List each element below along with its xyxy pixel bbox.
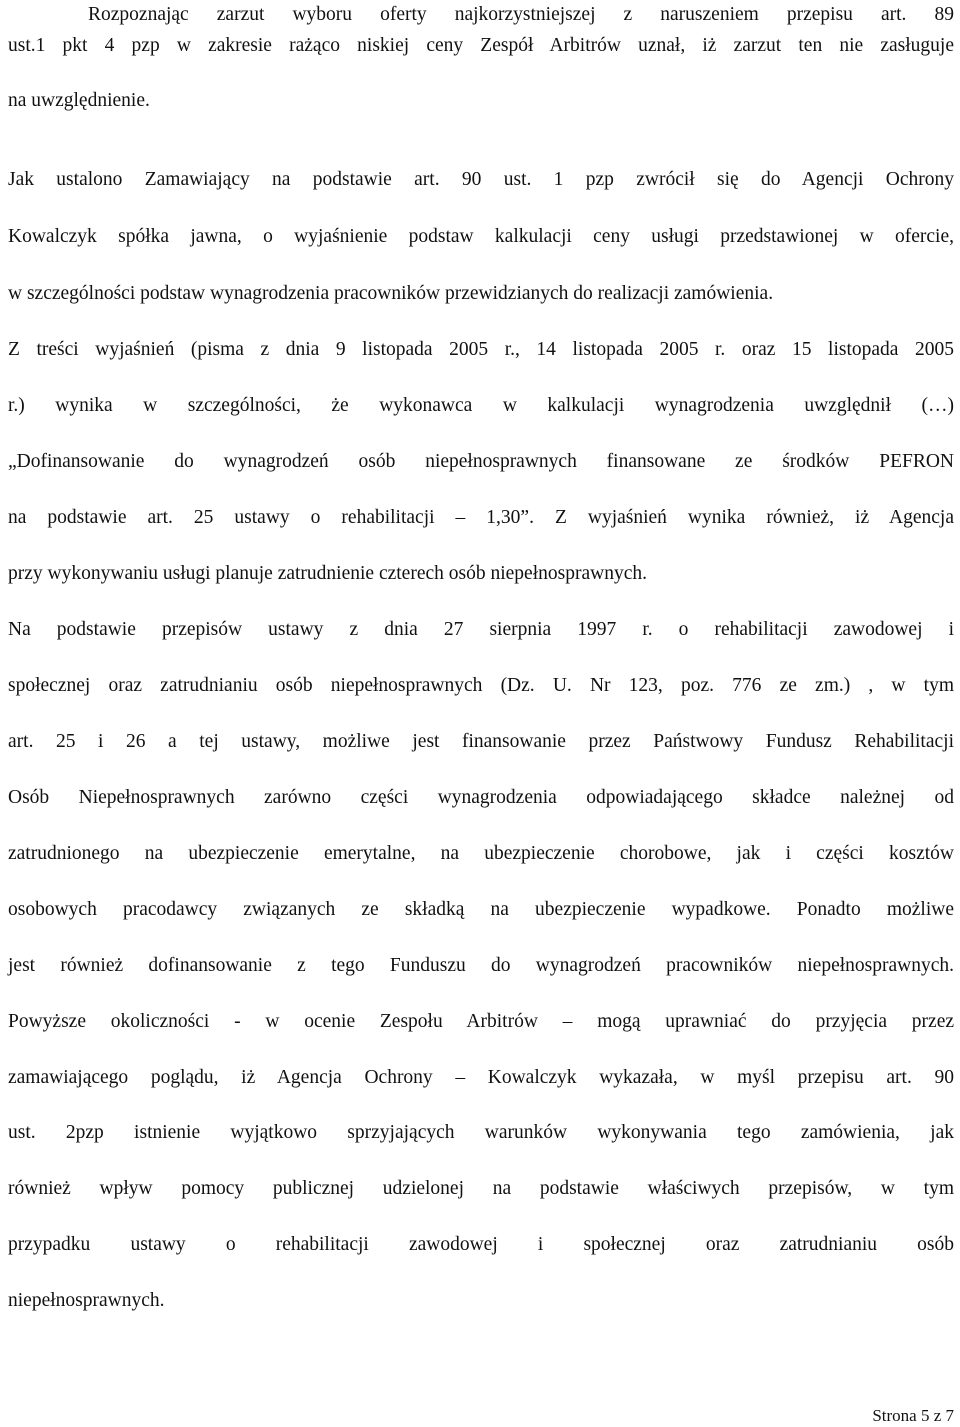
text-line: r.) wynika w szczególności, że wykonawca w kalkulacji wynagrodzenia uwzględnił (…) [8, 395, 954, 416]
text-line: Powyższe okoliczności - w ocenie Zespołu Arbitrów – mogą uprawniać do przyjęcia przez [8, 1011, 954, 1032]
text-line: zatrudnionego na ubezpieczenie emerytalne, na ubezpieczenie chorobowe, jak i części kosztów [8, 843, 954, 864]
text-line: również wpływ pomocy publicznej udzielonej na podstawie właściwych przepisów, w tym [8, 1178, 954, 1199]
text-line: Jak ustalono Zamawiający na podstawie art. 90 ust. 1 pzp zwrócił się do Agencji Ochrony [8, 169, 954, 190]
text-line: osobowych pracodawcy związanych ze składką na ubezpieczenie wypadkowe. Ponadto możliwe [8, 899, 954, 920]
text-line: ust. 2pzp istnienie wyjątkowo sprzyjających warunków wykonywania tego zamówienia, jak [8, 1122, 954, 1143]
text-line: Rozpoznając zarzut wyboru oferty najkorzystniejszej z naruszeniem przepisu art. 89 [88, 4, 954, 25]
page-number: Strona 5 z 7 [872, 1406, 954, 1425]
text-line: Kowalczyk spółka jawna, o wyjaśnienie podstaw kalkulacji ceny usługi przedstawionej w ofercie, [8, 226, 954, 247]
text-line: przypadku ustawy o rehabilitacji zawodowej i społecznej oraz zatrudnianiu osób [8, 1234, 954, 1255]
text-line: na uwzględnienie. [8, 90, 150, 111]
text-line: przy wykonywaniu usługi planuje zatrudnienie czterech osób niepełnosprawnych. [8, 563, 647, 584]
text-line: Osób Niepełnosprawnych zarówno części wynagrodzenia odpowiadającego składce należnej od [8, 787, 954, 808]
text-line: Na podstawie przepisów ustawy z dnia 27 sierpnia 1997 r. o rehabilitacji zawodowej i [8, 619, 954, 640]
text-line: społecznej oraz zatrudnianiu osób niepełnosprawnych (Dz. U. Nr 123, poz. 776 ze zm.) , w tym [8, 675, 954, 696]
text-line: Z treści wyjaśnień (pisma z dnia 9 listopada 2005 r., 14 listopada 2005 r. oraz 15 listopada 2005 [8, 339, 954, 360]
text-line: zamawiającego poglądu, iż Agencja Ochrony – Kowalczyk wykazała, w myśl przepisu art. 90 [8, 1067, 954, 1088]
text-line: niepełnosprawnych. [8, 1290, 165, 1311]
text-line: w szczególności podstaw wynagrodzenia pracowników przewidzianych do realizacji zamówienia. [8, 283, 774, 304]
text-line: „Dofinansowanie do wynagrodzeń osób niepełnosprawnych finansowane ze środków PEFRON [8, 451, 954, 472]
text-line: jest również dofinansowanie z tego Funduszu do wynagrodzeń pracowników niepełnosprawnych. [8, 955, 954, 976]
text-line: art. 25 i 26 a tej ustawy, możliwe jest finansowanie przez Państwowy Fundusz Rehabilitacji [8, 731, 954, 752]
text-line: na podstawie art. 25 ustawy o rehabilitacji – 1,30”. Z wyjaśnień wynika również, iż Agencja [8, 507, 954, 528]
text-line: ust.1 pkt 4 pzp w zakresie rażąco niskiej ceny Zespół Arbitrów uznał, iż zarzut ten nie zasługuje [8, 35, 954, 56]
